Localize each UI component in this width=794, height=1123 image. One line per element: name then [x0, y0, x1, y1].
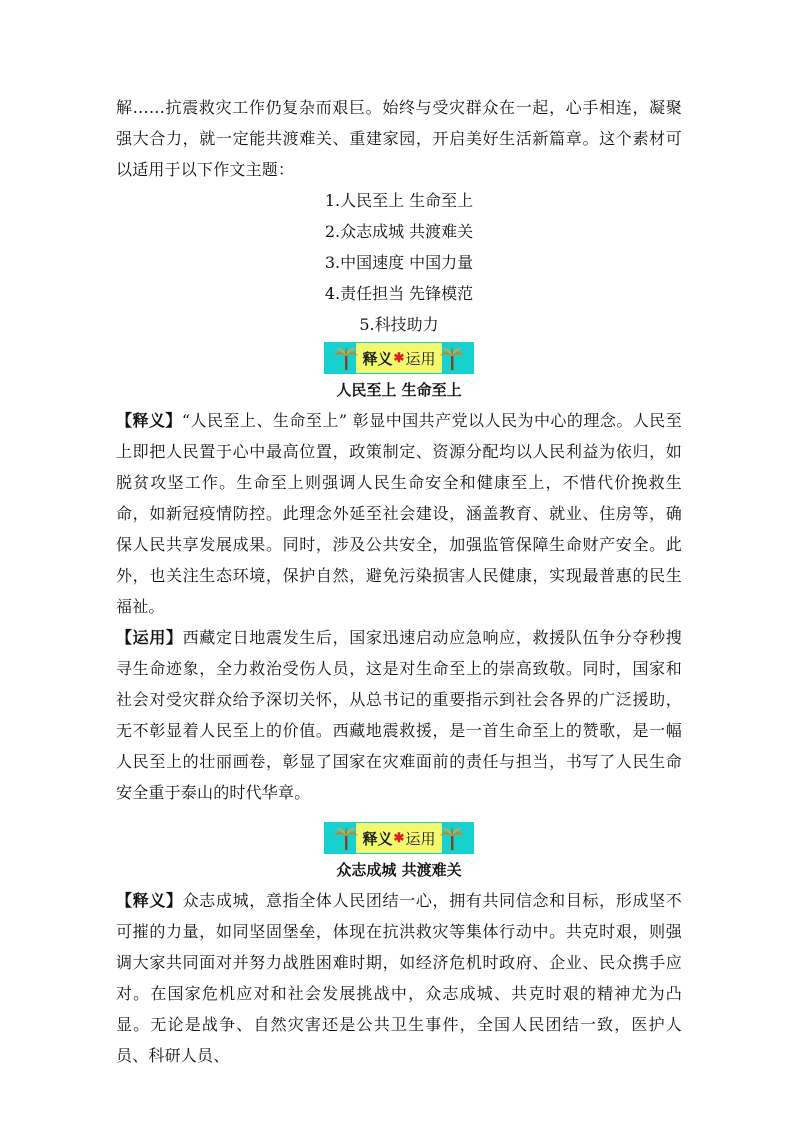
- intro-paragraph: 解……抗震救灾工作仍复杂而艰巨。始终与受灾群众在一起，心手相连，凝聚强大合力，就一定能共渡难关、重建家园，开启美好生活新篇章。这个素材可以适用于以下作文主题：: [116, 98, 682, 179]
- banner-label: [356, 343, 442, 373]
- topic-list: [116, 185, 682, 340]
- explain-tag: 【释义】: [116, 411, 182, 430]
- explain-text: “人民至上、生命至上” 彰显中国共产党以人民为中心的理念。人民至上即把人民置于心中最高位置，政策制定、资源分配均以人民利益为依归，如脱贫攻坚工作。生命至上则强调人民生命安全和健康至上，不惜代价挽救生命，如新冠疫情防控。此理念外延至社会建设，涵盖教育、就业、住房等，确保人民共享发展成果。同时，涉及公共安全，加强监管保障生命财产安全。此外，也关注生态环境，保护自然，避免污染损害人民健康，实现最普惠的民生福祉。: [116, 411, 682, 616]
- topic-item: 5.科技助力: [359, 315, 439, 334]
- explain-text: 众志成城，意指全体人民团结一心，拥有共同信念和目标，形成坚不可摧的力量，如同坚固堡垒，体现在抗洪救灾等集体行动中。共克时艰，则强调大家共同面对并努力战胜困难时期，如经济危机时政府、企业、民众携手应对。在国家危机应对和社会发展挑战中，众志成城、共克时艰的精神尤为凸显。无论是战争、自然灾害还是公共卫生事件，全国人民团结一致，医护人员、科研人员、: [116, 891, 682, 1065]
- topic-item: 3.中国速度 中国力量: [324, 253, 474, 272]
- use-text: 西藏定日地震发生后，国家迅速启动应急响应，救援队伍争分夺秒搜寻生命迹象，全力救治受伤人员，这是对生命至上的崇高致敬。同时，国家和社会对受灾群众给予深切关怀，从总书记的重要指示到社会各界的广泛援助，无不彰显着人民至上的价值。西藏地震救援，是一首生命至上的赞歌，是一幅人民至上的壮丽画卷，彰显了国家在灾难面前的责任与担当，书写了人民生命安全重于泰山的时代华章。: [116, 628, 682, 802]
- topic-item: 4.责任担当 先锋模范: [324, 284, 474, 303]
- use-tag: 【运用】: [116, 628, 183, 647]
- explain-use-banner: [324, 822, 474, 854]
- explain-use-banner: [324, 342, 474, 374]
- star-icon: ✱: [393, 830, 405, 846]
- banner-explain-text: 释义: [362, 349, 393, 368]
- banner-label: [356, 823, 442, 853]
- palm-tree-icon: [439, 345, 465, 371]
- explain-paragraph: [116, 885, 682, 1071]
- section-title: 众志成城 共渡难关: [336, 861, 462, 879]
- explain-paragraph: [116, 405, 682, 622]
- palm-tree-icon: [439, 825, 465, 851]
- palm-tree-icon: [333, 825, 359, 851]
- topic-item: 1.人民至上 生命至上: [324, 191, 474, 210]
- use-paragraph: [116, 622, 682, 808]
- document-page: [116, 92, 682, 1071]
- section-title: 人民至上 生命至上: [336, 381, 462, 399]
- banner-explain-text: 释义: [362, 829, 393, 848]
- palm-tree-icon: [333, 345, 359, 371]
- explain-tag: 【释义】: [116, 891, 183, 910]
- banner-use-text: 运用: [405, 349, 436, 368]
- topic-item: 2.众志成城 共渡难关: [324, 222, 474, 241]
- star-icon: ✱: [393, 350, 405, 366]
- banner-use-text: 运用: [405, 829, 436, 848]
